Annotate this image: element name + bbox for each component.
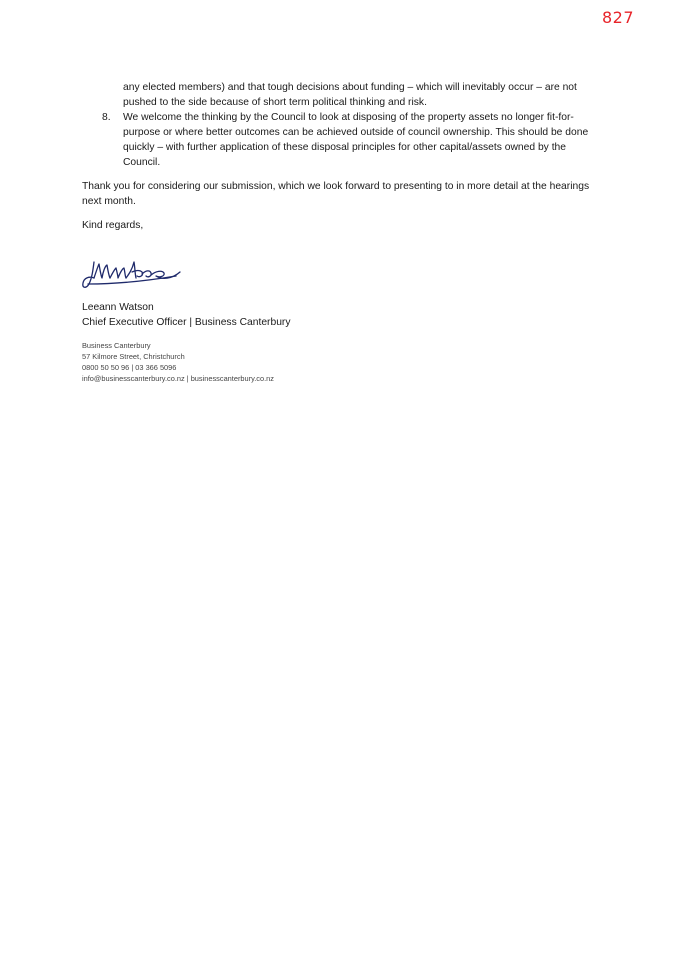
contact-footer — [82, 340, 274, 384]
signer-title: Chief Executive Officer | Business Canterbury — [82, 317, 291, 328]
footer-web: info@businesscanterbury.co.nz | businesscanterbury.co.nz — [82, 374, 274, 383]
page-number: 827 — [601, 8, 634, 27]
signer-name: Leeann Watson — [82, 302, 154, 313]
list-item-number: 8. — [102, 112, 111, 123]
footer-phones: 0800 50 50 96 | 03 366 5096 — [82, 363, 177, 372]
letter-body — [82, 80, 602, 233]
signer-block — [82, 300, 291, 330]
footer-address: 57 Kilmore Street, Christchurch — [82, 352, 185, 361]
continued-list-paragraph: any elected members) and that tough decisions about funding – which will inevitably occur – are not pushed to the side because of short term political thinking and risk. — [123, 82, 577, 108]
list-item — [82, 110, 602, 170]
thanks-paragraph: Thank you for considering our submission, which we look forward to presenting to in more detail at the hearings next month. — [82, 181, 590, 207]
list-item-text: We welcome the thinking by the Council to look at disposing of the property assets no longer fit-for-purpose or where better outcomes can be achieved outside of council ownership. This should be done quickly – with further application of these disposal principles for other capital/assets owned by the Council. — [123, 112, 589, 168]
footer-org: Business Canterbury — [82, 341, 151, 350]
handwritten-signature — [80, 254, 184, 294]
closing-salutation: Kind regards, — [82, 220, 144, 231]
